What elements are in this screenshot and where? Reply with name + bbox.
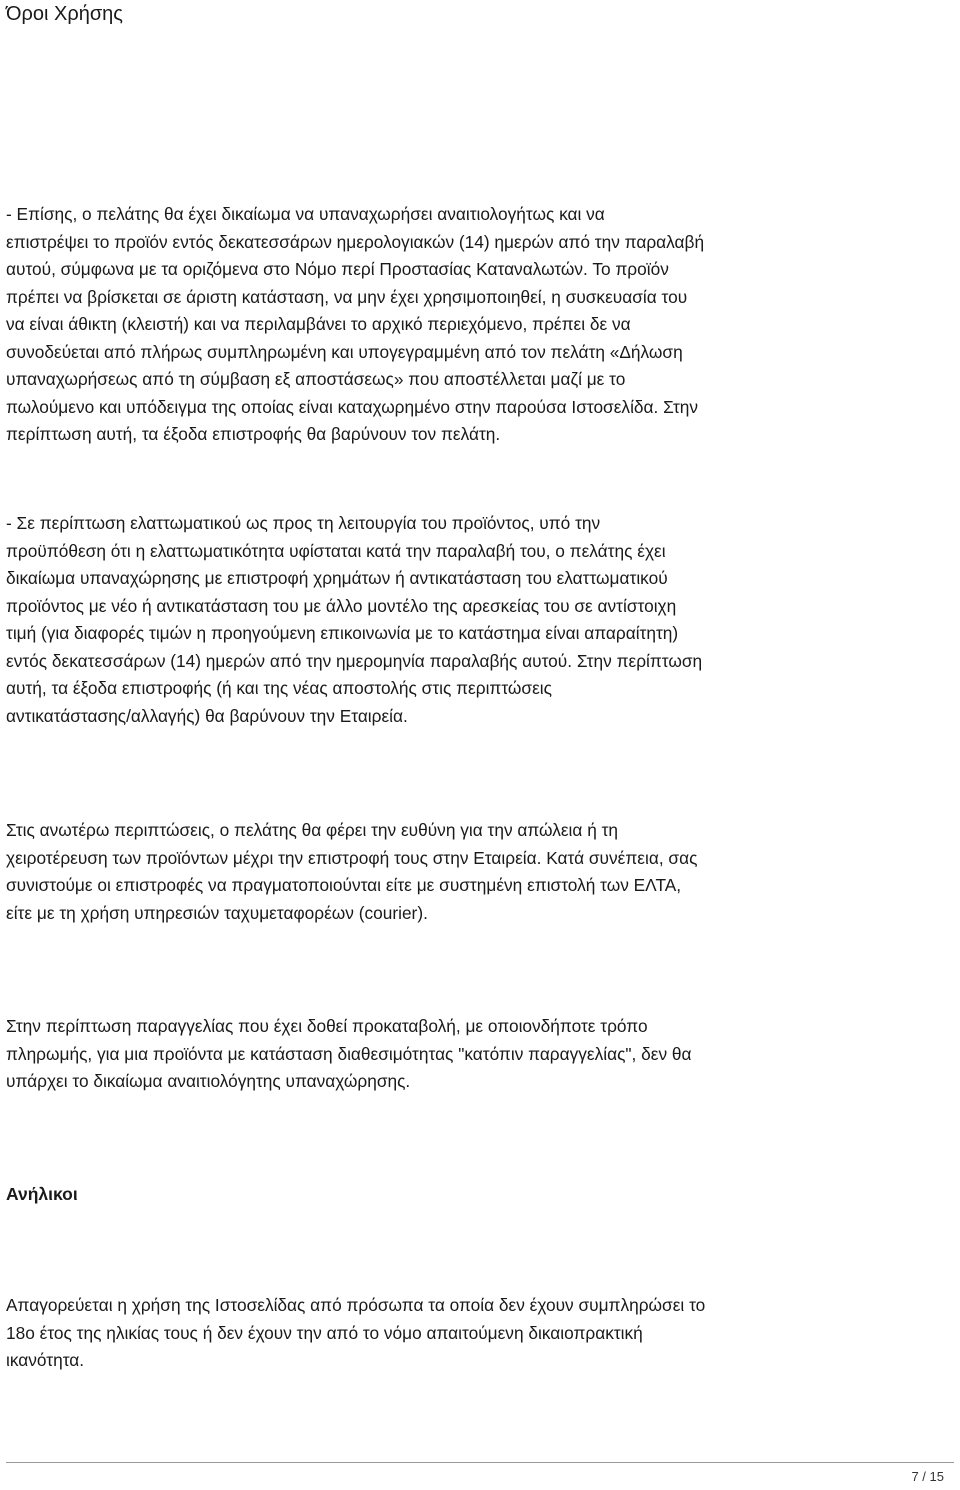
text-line: δικαίωμα υπαναχώρησης με επιστροφή χρημάτων ή αντικατάσταση του ελαττωματικού: [6, 568, 668, 588]
text-line: προϋπόθεση ότι η ελαττωματικότητα υφίσταται κατά την παραλαβή του, ο πελάτης έχει: [6, 540, 666, 561]
text-line: 18ο έτος της ηλικίας τους ή δεν έχουν την από το νόμο απαιτούμενη δικαιοπρακτική: [6, 1322, 643, 1343]
page-number: 7 / 15: [911, 1469, 944, 1484]
text-line: συνιστούμε οι επιστροφές να πραγματοποιούνται είτε με συστημένη επιστολή των ΕΛΤΑ,: [6, 875, 682, 895]
text-line: αντικατάστασης/αλλαγής) θα βαρύνουν την Εταιρεία.: [6, 705, 408, 726]
text-line: Στις ανωτέρω περιπτώσεις, ο πελάτης θα φέρει την ευθύνη για την απώλεια ή τη: [6, 820, 619, 840]
text-line: ικανότητα.: [6, 1350, 85, 1370]
footer-divider: [6, 1462, 954, 1463]
paragraph-withdrawal-right: [6, 201, 954, 449]
text-line: προϊόντος με νέο ή αντικατάσταση του με άλλο μοντέλο της αρεσκείας του σε αντίστοιχη: [6, 595, 677, 616]
text-line: αυτού, σύμφωνα με τα οριζόμενα στο Νόμο περί Προστασίας Καταναλωτών. Το προϊόν: [6, 259, 669, 279]
text-line: - Επίσης, ο πελάτης θα έχει δικαίωμα να υπαναχωρήσει αναιτιολογήτως και να: [6, 204, 605, 224]
text-line: περίπτωση αυτή, τα έξοδα επιστροφής θα βαρύνουν τον πελάτη.: [6, 424, 501, 444]
text-line: να είναι άθικτη (κλειστή) και να περιλαμβάνει το αρχικό περιεχόμενο, πρέπει δε να: [6, 314, 631, 334]
text-line: πωλούμενο και υπόδειγμα της οποίας είναι καταχωρημένο στην παρούσα Ιστοσελίδα. Στην: [6, 396, 699, 417]
section-heading-minors: Ανήλικοι: [6, 1184, 78, 1204]
text-line: Στην περίπτωση παραγγελίας που έχει δοθεί προκαταβολή, με οποιονδήποτε τρόπο: [6, 1016, 648, 1036]
text-line: χειροτέρευση των προϊόντων μέχρι την επιστροφή τους στην Εταιρεία. Κατά συνέπεια, σας: [6, 847, 698, 868]
text-line: συνοδεύεται από πλήρως συμπληρωμένη και υπογεγραμμένη από τον πελάτη «Δήλωση: [6, 341, 683, 362]
text-line: επιστρέψει το προϊόν εντός δεκατεσσάρων ημερολογιακών (14) ημερών από την παραλαβή: [6, 231, 705, 252]
text-line: πληρωμής, για μια προϊόντα με κατάσταση διαθεσιμότητας "κατόπιν παραγγελίας", δεν θα: [6, 1043, 692, 1064]
page-title: Όροι Χρήσης: [6, 3, 123, 25]
text-line: αυτή, τα έξοδα επιστροφής (ή και της νέας αποστολής στις περιπτώσεις: [6, 678, 552, 698]
text-line: υπαναχωρήσεως από τη σύμβαση εξ αποστάσεως» που αποστέλλεται μαζί με το: [6, 369, 626, 389]
text-line: υπάρχει το δικαίωμα αναιτιολόγητης υπαναχώρησης.: [6, 1071, 411, 1091]
paragraph-minors: [6, 1292, 954, 1375]
text-line: πρέπει να βρίσκεται σε άριστη κατάσταση, να μην έχει χρησιμοποιηθεί, η συσκευασία του: [6, 286, 688, 307]
text-line: είτε με τη χρήση υπηρεσιών ταχυμεταφορέων (courier).: [6, 902, 428, 923]
paragraph-customer-liability: [6, 817, 954, 927]
paragraph-prepaid-orders: [6, 1013, 954, 1096]
text-line: εντός δεκατεσσάρων (14) ημερών από την ημερομηνία παραλαβής αυτού. Στην περίπτωση: [6, 650, 703, 671]
text-line: Απαγορεύεται η χρήση της Ιστοσελίδας από πρόσωπα τα οποία δεν έχουν συμπληρώσει το: [6, 1295, 706, 1315]
text-line: - Σε περίπτωση ελαττωματικού ως προς τη λειτουργία του προϊόντος, υπό την: [6, 513, 601, 533]
paragraph-defective-product: [6, 510, 954, 730]
text-line: τιμή (για διαφορές τιμών η προηγούμενη επικοινωνία με το κατάστημα είναι απαραίτητη): [6, 623, 679, 643]
